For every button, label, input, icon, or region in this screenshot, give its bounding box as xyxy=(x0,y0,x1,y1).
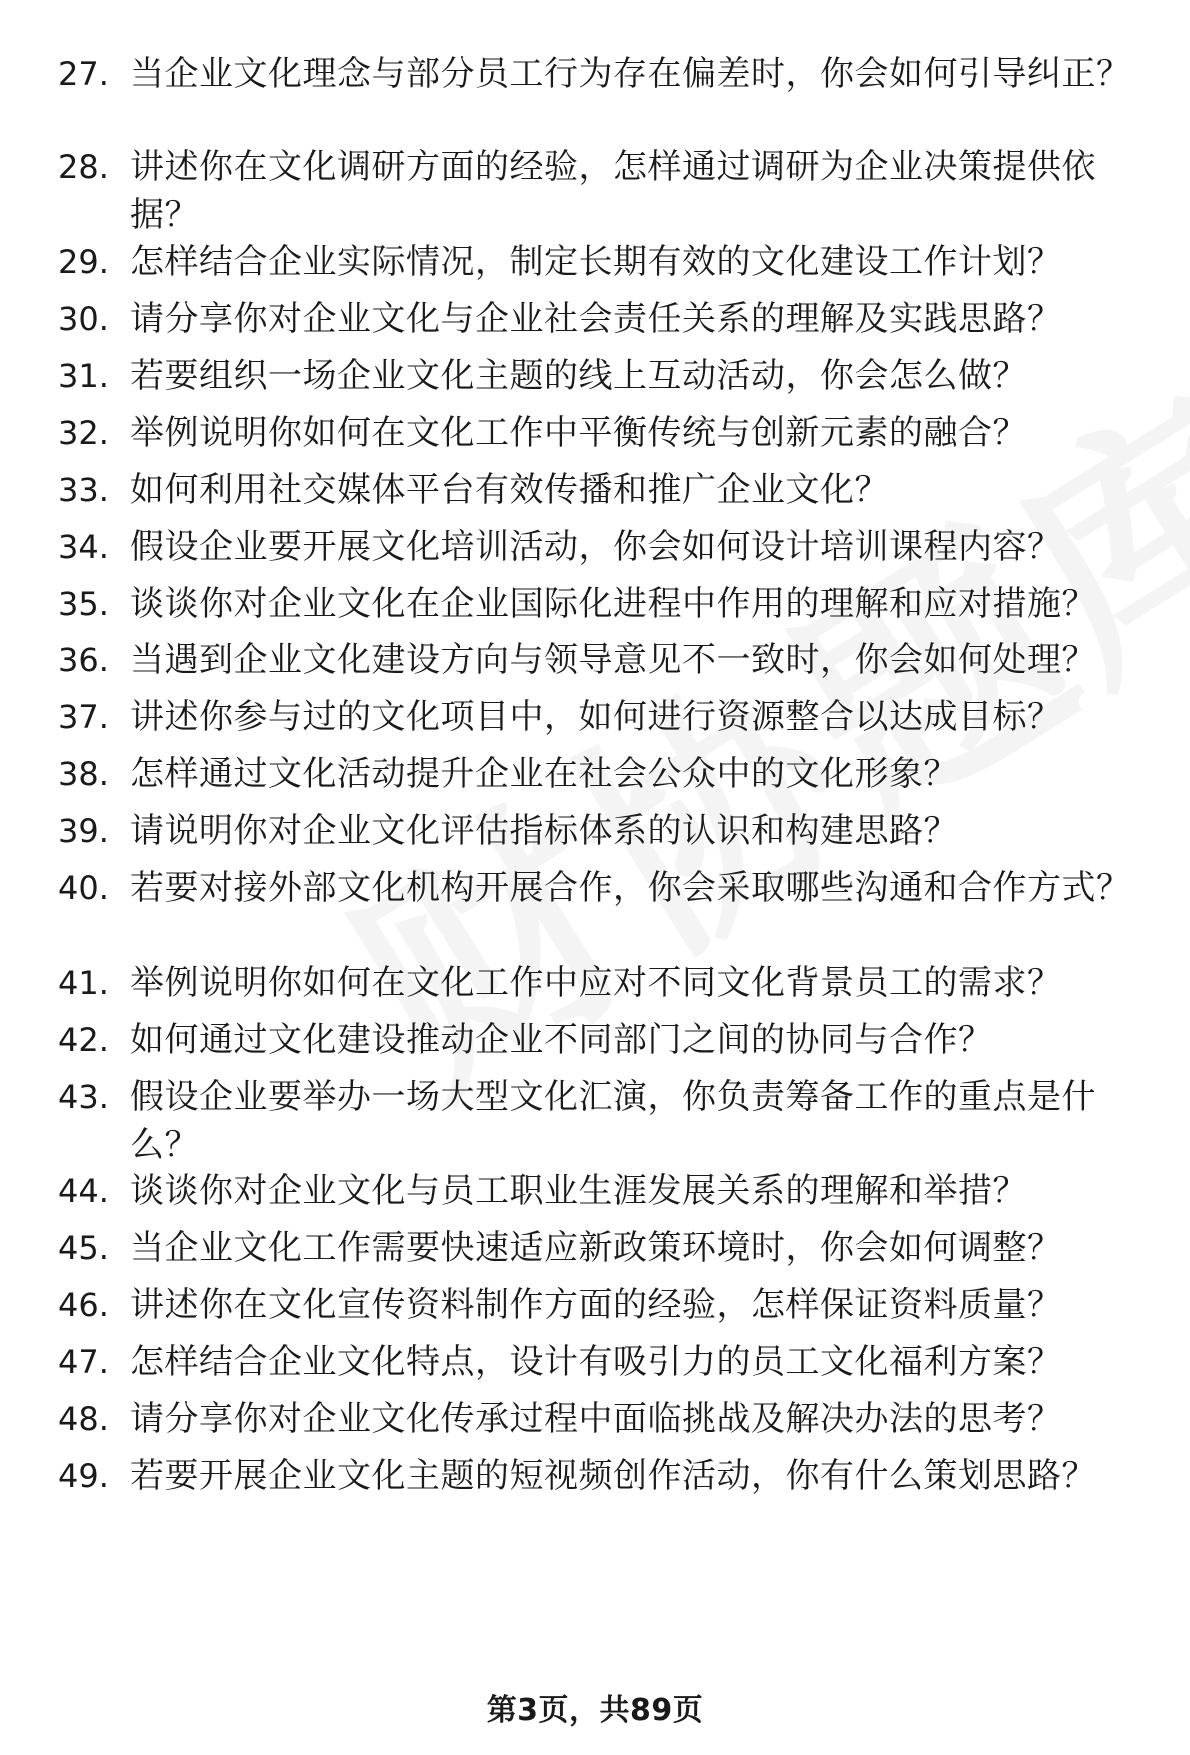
question-number: 41. xyxy=(58,964,109,1002)
question-number: 35. xyxy=(58,585,109,623)
question-text: 怎样结合企业文化特点，设计有吸引力的员工文化福利方案？ xyxy=(130,1342,1062,1382)
question-text: 怎样通过文化活动提升企业在社会公众中的文化形象？ xyxy=(130,754,958,794)
question-text: 若要对接外部文化机构开展合作，你会采取哪些沟通和合作方式？ xyxy=(130,868,1131,908)
question-item xyxy=(0,50,1190,130)
question-number: 43. xyxy=(58,1078,109,1116)
question-number: 36. xyxy=(58,641,109,679)
question-number: 42. xyxy=(58,1021,109,1059)
question-number: 34. xyxy=(58,528,109,566)
question-number: 33. xyxy=(58,471,109,509)
question-text: 当遇到企业文化建设方向与领导意见不一致时，你会如何处理？ xyxy=(130,640,1096,680)
question-number: 32. xyxy=(58,414,109,452)
question-item xyxy=(0,1073,1190,1165)
question-text: 请分享你对企业文化与企业社会责任关系的理解及实践思路？ xyxy=(130,299,1062,339)
question-text: 假设企业要开展文化培训活动，你会如何设计培训课程内容？ xyxy=(130,527,1062,567)
question-text: 怎样结合企业实际情况，制定长期有效的文化建设工作计划？ xyxy=(130,242,1062,282)
question-number: 29. xyxy=(58,243,109,281)
question-number: 46. xyxy=(58,1286,109,1324)
question-text: 谈谈你对企业文化与员工职业生涯发展关系的理解和举措？ xyxy=(130,1171,1027,1211)
question-number: 31. xyxy=(58,357,109,395)
question-item xyxy=(0,864,1190,944)
page-number: 第3页，共89页 xyxy=(486,1693,704,1728)
question-number: 40. xyxy=(58,869,109,907)
question-text: 举例说明你如何在文化工作中平衡传统与创新元素的融合？ xyxy=(130,413,1027,453)
question-number: 39. xyxy=(58,812,109,850)
question-text: 请分享你对企业文化传承过程中面临挑战及解决办法的思考？ xyxy=(130,1399,1062,1439)
question-number: 48. xyxy=(58,1400,109,1438)
question-text: 谈谈你对企业文化在企业国际化进程中作用的理解和应对措施？ xyxy=(130,584,1096,624)
question-number: 28. xyxy=(58,148,109,186)
question-number: 47. xyxy=(58,1343,109,1381)
question-text: 讲述你在文化调研方面的经验，怎样通过调研为企业决策提供依据？ xyxy=(130,147,1096,235)
question-text: 若要组织一场企业文化主题的线上互动活动，你会怎么做？ xyxy=(130,356,1027,396)
question-number: 44. xyxy=(58,1172,109,1210)
question-text: 举例说明你如何在文化工作中应对不同文化背景员工的需求？ xyxy=(130,963,1062,1003)
question-text: 当企业文化理念与部分员工行为存在偏差时，你会如何引导纠正？ xyxy=(130,54,1131,94)
question-text: 若要开展企业文化主题的短视频创作活动，你有什么策划思路？ xyxy=(130,1456,1096,1496)
question-text: 请说明你对企业文化评估指标体系的认识和构建思路？ xyxy=(130,811,958,851)
question-number: 37. xyxy=(58,698,109,736)
question-text: 如何利用社交媒体平台有效传播和推广企业文化？ xyxy=(130,470,889,510)
question-number: 49. xyxy=(58,1457,109,1495)
question-number: 45. xyxy=(58,1229,109,1267)
question-text: 当企业文化工作需要快速适应新政策环境时，你会如何调整？ xyxy=(130,1228,1062,1268)
question-text: 假设企业要举办一场大型文化汇演，你负责筹备工作的重点是什么？ xyxy=(130,1077,1096,1165)
question-number: 38. xyxy=(58,755,109,793)
question-text: 讲述你在文化宣传资料制作方面的经验，怎样保证资料质量？ xyxy=(130,1285,1062,1325)
question-text: 讲述你参与过的文化项目中，如何进行资源整合以达成目标？ xyxy=(130,697,1062,737)
question-number: 27. xyxy=(58,55,109,93)
question-text: 如何通过文化建设推动企业不同部门之间的协同与合作？ xyxy=(130,1020,993,1060)
question-item xyxy=(0,143,1190,235)
question-item xyxy=(0,1452,1190,1532)
question-number: 30. xyxy=(58,300,109,338)
